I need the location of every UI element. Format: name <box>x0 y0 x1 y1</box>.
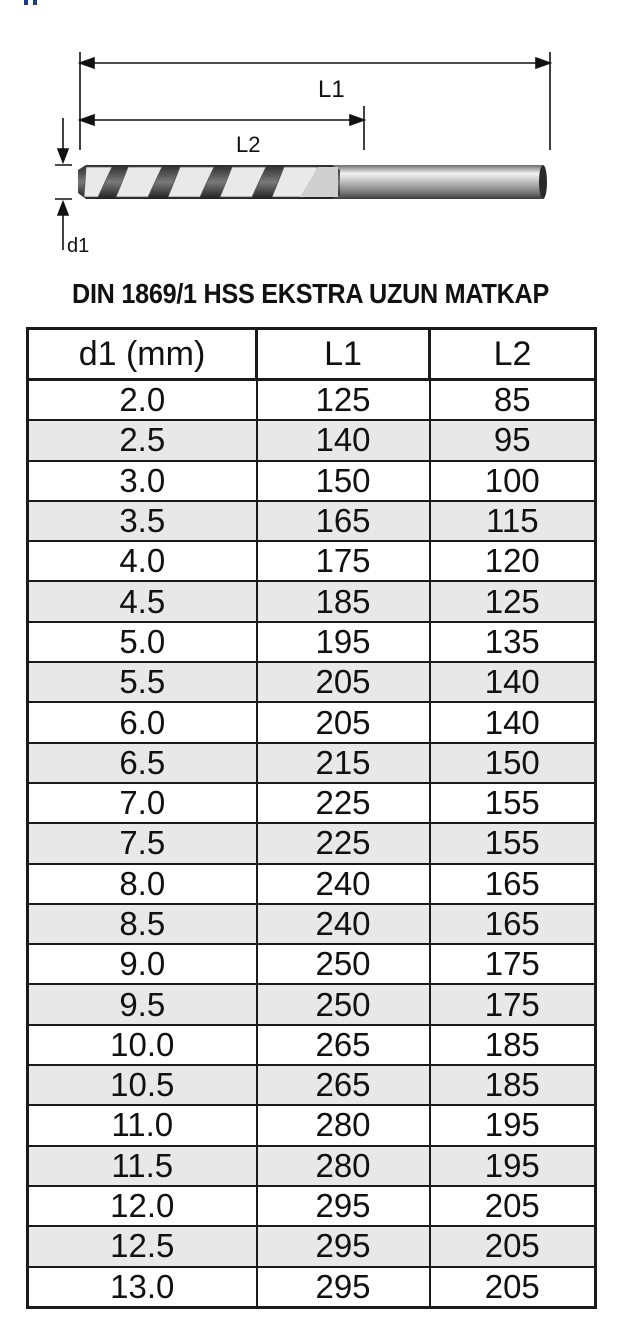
table-row <box>28 622 596 662</box>
cell-L2: 150 <box>430 743 596 783</box>
cell-L2: 205 <box>430 1186 596 1226</box>
cell-d1: 10.5 <box>28 1065 257 1105</box>
cell-d1: 4.5 <box>28 581 257 621</box>
label-L2: L2 <box>236 132 261 157</box>
drill-dimension-diagram <box>0 0 621 270</box>
table-row <box>28 944 596 984</box>
table-row <box>28 1226 596 1266</box>
cell-L2: 175 <box>430 944 596 984</box>
cell-L2: 195 <box>430 1146 596 1186</box>
cell-L1: 195 <box>257 622 430 662</box>
table-row <box>28 823 596 863</box>
cell-d1: 2.0 <box>28 380 257 421</box>
cell-L2: 165 <box>430 904 596 944</box>
header-d1: d1 (mm) <box>28 329 257 380</box>
cell-L2: 125 <box>430 581 596 621</box>
table-header-row <box>28 329 596 380</box>
cell-L1: 140 <box>257 420 430 460</box>
cell-L1: 265 <box>257 1065 430 1105</box>
cell-d1: 3.0 <box>28 461 257 501</box>
cell-L1: 240 <box>257 864 430 904</box>
label-d1: d1 <box>67 235 90 257</box>
table-row <box>28 1146 596 1186</box>
table-row <box>28 904 596 944</box>
cell-L2: 185 <box>430 1025 596 1065</box>
cell-d1: 7.0 <box>28 783 257 823</box>
cell-d1: 6.5 <box>28 743 257 783</box>
cell-d1: 12.0 <box>28 1186 257 1226</box>
table-row <box>28 702 596 742</box>
cell-d1: 3.5 <box>28 501 257 541</box>
cell-d1: 5.5 <box>28 662 257 702</box>
table-row <box>28 581 596 621</box>
cell-d1: 2.5 <box>28 420 257 460</box>
cell-L2: 155 <box>430 783 596 823</box>
table-row <box>28 1065 596 1105</box>
table-row <box>28 783 596 823</box>
cell-d1: 4.0 <box>28 541 257 581</box>
cell-L2: 85 <box>430 380 596 421</box>
label-L1: L1 <box>318 76 345 103</box>
cell-L2: 95 <box>430 420 596 460</box>
cell-L2: 120 <box>430 541 596 581</box>
cell-L2: 100 <box>430 461 596 501</box>
cell-L1: 295 <box>257 1267 430 1308</box>
cell-L1: 250 <box>257 984 430 1024</box>
table-row <box>28 380 596 421</box>
table-row <box>28 501 596 541</box>
cell-L2: 205 <box>430 1267 596 1308</box>
cell-d1: 8.5 <box>28 904 257 944</box>
cell-d1: 13.0 <box>28 1267 257 1308</box>
cell-L2: 140 <box>430 702 596 742</box>
cell-L2: 205 <box>430 1226 596 1266</box>
cell-L1: 280 <box>257 1105 430 1145</box>
drill-bit-image <box>78 165 547 199</box>
table-row <box>28 541 596 581</box>
cell-L1: 225 <box>257 823 430 863</box>
table-row <box>28 743 596 783</box>
page-title: DIN 1869/1 HSS EKSTRA UZUN MATKAP <box>72 278 549 309</box>
table-row <box>28 1267 596 1308</box>
cell-L1: 205 <box>257 662 430 702</box>
table-row <box>28 1105 596 1145</box>
cell-d1: 7.5 <box>28 823 257 863</box>
table-row <box>28 1025 596 1065</box>
cell-d1: 6.0 <box>28 702 257 742</box>
cell-d1: 5.0 <box>28 622 257 662</box>
cell-L1: 175 <box>257 541 430 581</box>
cell-d1: 9.5 <box>28 984 257 1024</box>
cell-L1: 165 <box>257 501 430 541</box>
cell-L2: 165 <box>430 864 596 904</box>
cell-L1: 225 <box>257 783 430 823</box>
cell-L2: 195 <box>430 1105 596 1145</box>
table-row <box>28 864 596 904</box>
cell-d1: 11.5 <box>28 1146 257 1186</box>
cell-L2: 115 <box>430 501 596 541</box>
dimension-lines <box>55 52 550 250</box>
cell-L2: 135 <box>430 622 596 662</box>
cell-L2: 140 <box>430 662 596 702</box>
cell-d1: 10.0 <box>28 1025 257 1065</box>
cell-L1: 250 <box>257 944 430 984</box>
table-row <box>28 461 596 501</box>
drill-dimensions-table <box>26 327 597 1309</box>
table-row <box>28 1186 596 1226</box>
cell-L1: 295 <box>257 1226 430 1266</box>
cell-L2: 185 <box>430 1065 596 1105</box>
cell-L1: 280 <box>257 1146 430 1186</box>
table-row <box>28 420 596 460</box>
header-L1: L1 <box>257 329 430 380</box>
cell-L1: 240 <box>257 904 430 944</box>
cell-L1: 185 <box>257 581 430 621</box>
cell-L2: 175 <box>430 984 596 1024</box>
cell-L1: 205 <box>257 702 430 742</box>
header-L2: L2 <box>430 329 596 380</box>
cell-L1: 215 <box>257 743 430 783</box>
cell-L1: 150 <box>257 461 430 501</box>
cell-L2: 155 <box>430 823 596 863</box>
table-row <box>28 662 596 702</box>
cell-d1: 12.5 <box>28 1226 257 1266</box>
cell-d1: 9.0 <box>28 944 257 984</box>
cell-L1: 265 <box>257 1025 430 1065</box>
cell-L1: 125 <box>257 380 430 421</box>
cell-d1: 11.0 <box>28 1105 257 1145</box>
cell-d1: 8.0 <box>28 864 257 904</box>
table-row <box>28 984 596 1024</box>
cell-L1: 295 <box>257 1186 430 1226</box>
